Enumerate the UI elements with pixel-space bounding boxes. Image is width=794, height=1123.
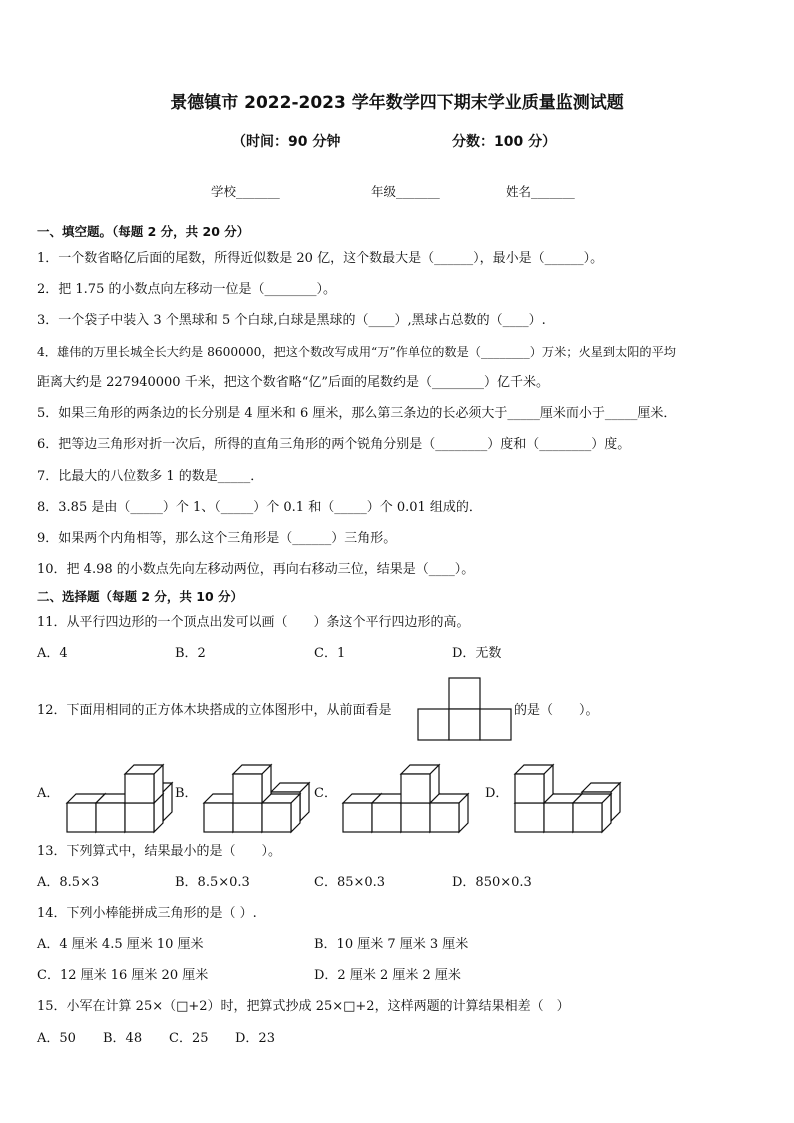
front-view-figure — [417, 677, 513, 741]
q12-option-a: A． — [37, 786, 60, 801]
section2-heading: 二、选择题（每题 2 分，共 10 分） — [37, 589, 244, 604]
question-4-line2: 距离大约是 227940000 千米，把这个数省略“亿”后面的尾数约是（________）亿千米。 — [37, 375, 549, 390]
question-8: 8．3.85 是由（_____）个 1、（_____）个 0.1 和（_____）个 0.01 组成的． — [37, 500, 482, 515]
q14-option-d: D．2 厘米 2 厘米 2 厘米 — [314, 968, 461, 983]
q13-option-b: B．8.5×0.3 — [175, 875, 250, 890]
question-14: 14．下列小棒能拼成三角形的是（ ）. — [37, 906, 257, 921]
section1-heading: 一、填空题。（每题 2 分，共 20 分） — [37, 224, 250, 239]
q14-option-b: B．10 厘米 7 厘米 3 厘米 — [314, 937, 469, 952]
q15-option-c: C．25 — [169, 1031, 209, 1046]
question-12-prefix: 12．下面用相同的正方体木块搭成的立体图形中，从前面看是 — [37, 703, 392, 718]
q11-option-d: D．无数 — [452, 646, 502, 661]
q12-option-b: B． — [175, 786, 198, 801]
q14-option-a: A．4 厘米 4.5 厘米 10 厘米 — [37, 937, 204, 952]
school-field: 学校_______ — [211, 184, 280, 199]
q15-option-a: A．50 — [37, 1031, 76, 1046]
question-4-line1: 4．雄伟的万里长城全长大约是 8600000，把这个数改写成用“万”作单位的数是（________）万米；火星到太阳的平均 — [37, 345, 676, 359]
q12-figure-a — [65, 757, 173, 832]
q13-option-a: A．8.5×3 — [37, 875, 100, 890]
question-12-suffix: 的是（ ）。 — [514, 703, 599, 718]
question-6: 6．把等边三角形对折一次后，所得的直角三角形的两个锐角分别是（________）度和（________）度。 — [37, 437, 631, 452]
question-9: 9．如果两个内角相等，那么这个三角形是（______）三角形。 — [37, 531, 397, 546]
q13-option-d: D．850×0.3 — [452, 875, 532, 890]
q12-option-d: D． — [485, 786, 509, 801]
q12-figure-b — [202, 757, 310, 832]
q12-option-c: C． — [314, 786, 337, 801]
question-1: 1．一个数省略亿后面的尾数，所得近似数是 20 亿，这个数最大是（______），最小是（______）。 — [37, 251, 604, 266]
question-11: 11．从平行四边形的一个顶点出发可以画（ ）条这个平行四边形的高。 — [37, 615, 470, 630]
q12-figure-d — [513, 757, 621, 832]
q13-option-c: C．85×0.3 — [314, 875, 386, 890]
q14-option-c: C．12 厘米 16 厘米 20 厘米 — [37, 968, 209, 983]
page-title: 景德镇市 2022-2023 学年数学四下期末学业质量监测试题 — [170, 93, 624, 113]
q11-option-b: B．2 — [175, 646, 206, 661]
question-5: 5．如果三角形的两条边的长分别是 4 厘米和 6 厘米，那么第三条边的长必须大于_____厘米而小于_____厘米． — [37, 406, 677, 421]
q12-figure-c — [341, 757, 473, 832]
exam-time: （时间：90 分钟 — [232, 134, 341, 150]
name-field: 姓名_______ — [506, 184, 575, 199]
grade-field: 年级_______ — [371, 184, 440, 199]
question-15: 15．小军在计算 25×（□+2）时，把算式抄成 25×□+2，这样两题的计算结果相差（ ） — [37, 999, 570, 1014]
q11-option-c: C．1 — [314, 646, 346, 661]
question-10: 10．把 4.98 的小数点先向左移动两位，再向右移动三位，结果是（____）。 — [37, 562, 475, 577]
question-2: 2．把 1.75 的小数点向左移动一位是（________）。 — [37, 282, 336, 297]
question-3: 3．一个袋子中装入 3 个黑球和 5 个白球,白球是黑球的（____）,黑球占总数的（____）. — [37, 313, 546, 328]
q15-option-d: D．23 — [235, 1031, 275, 1046]
q15-option-b: B．48 — [103, 1031, 143, 1046]
question-7: 7．比最大的八位数多 1 的数是_____． — [37, 469, 264, 484]
q11-option-a: A．4 — [37, 646, 68, 661]
exam-score: 分数：100 分） — [452, 134, 557, 150]
question-13: 13．下列算式中，结果最小的是（ ）。 — [37, 844, 282, 859]
